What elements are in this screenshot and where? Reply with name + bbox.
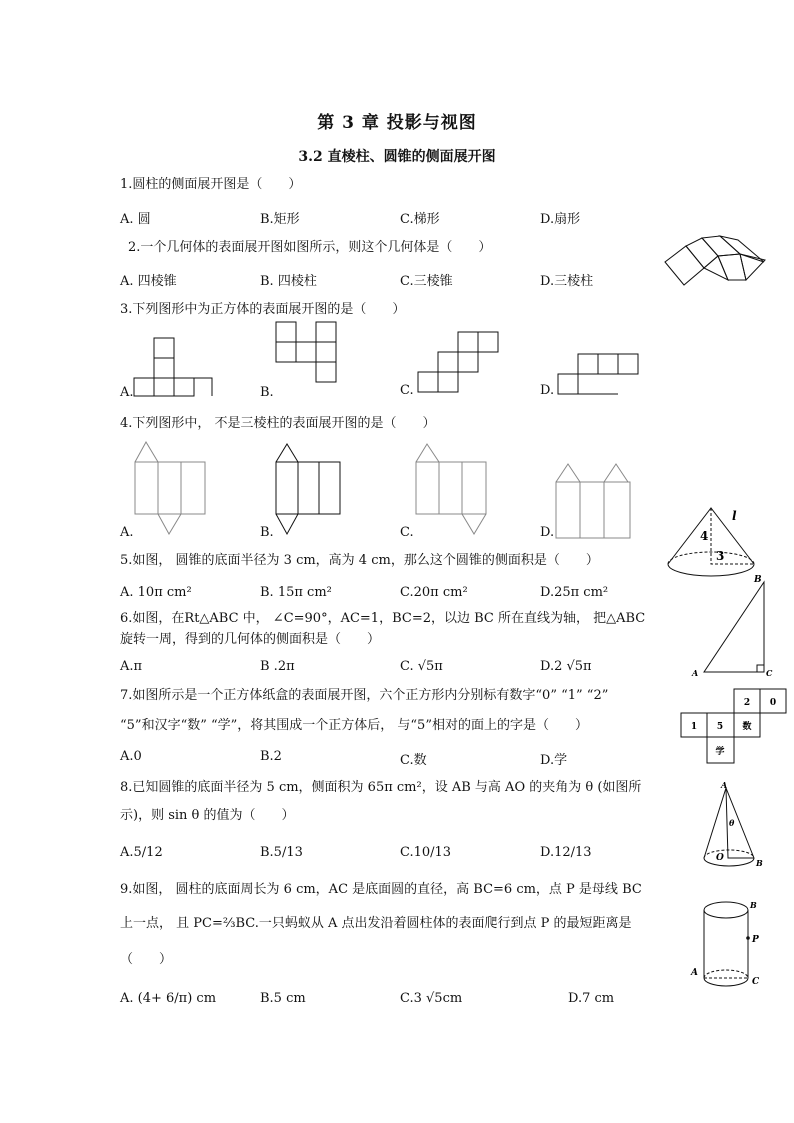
question-8-stem-line1: 8.已知圆锥的底面半径为 5 cm，侧面积为 65π cm²，设 AB 与高 AO 的夹角为 θ (如图所 [120,780,642,795]
q2-net-figure [660,236,770,292]
q7-option-a[interactable]: A.0 [120,749,142,764]
q8-option-d[interactable]: D.12/13 [540,845,592,860]
q4-net-d [554,462,634,540]
q6-triangle-figure [688,572,772,680]
q7-cell-xue: 学 [715,747,725,757]
q9-label-c: C [752,977,760,987]
question-6-stem-line2: 旋转一周，得到的几何体的侧面积是（ ） [120,632,381,647]
q9-label-b: B [750,900,757,910]
q6-label-b: B [754,575,762,585]
question-6-stem-line1: 6.如图，在Rt△ABC 中， ∠C=90°，AC=1，BC=2，以边 BC 所在直线为轴， 把△ABC [120,611,646,626]
q9-label-p: P [752,935,759,945]
q1-option-b[interactable]: B.矩形 [260,212,300,227]
question-3-stem: 3.下列图形中为正方体的表面展开图的是（ ） [120,302,406,317]
q4-net-b [274,442,344,538]
q6-option-c[interactable]: C. √5π [400,659,443,674]
q4-option-d[interactable]: D. [540,525,555,540]
q7-option-c[interactable]: C.数 [400,753,427,768]
q5-option-b[interactable]: B. 15π cm² [260,585,332,600]
q3-option-a[interactable]: A. [120,385,134,400]
q1-option-a[interactable]: A. 圆 [120,212,151,227]
question-7-stem-line2: “5”和汉字“数” “学”，将其围成一个正方体后， 与“5”相对的面上的字是（ ） [120,718,588,733]
q6-option-a[interactable]: A.π [120,659,143,674]
question-9-stem-line1: 9.如图， 圆柱的底面周长为 6 cm，AC 是底面圆的直径，高 BC=6 cm，点 P 是母线 BC [120,882,642,897]
q3-net-b [274,320,344,384]
q7-cell-shu: 数 [742,722,752,732]
q3-net-a [132,336,222,400]
q4-option-c[interactable]: C. [400,525,414,540]
q8-option-b[interactable]: B.5/13 [260,845,303,860]
q7-cell-5: 5 [716,722,724,732]
q7-option-b[interactable]: B.2 [260,749,282,764]
q6-label-c: C [766,668,773,678]
question-7-stem-line1: 7.如图所示是一个正方体纸盒的表面展开图，六个正方形内分别标有数字“0” “1” “2” [120,688,609,703]
q7-option-d[interactable]: D.学 [540,753,568,768]
q8-label-o: O [716,853,724,863]
q9-option-b[interactable]: B.5 cm [260,991,306,1006]
q2-option-a[interactable]: A. 四棱锥 [120,274,177,289]
q7-cell-1: 1 [690,722,698,732]
q3-option-d[interactable]: D. [540,383,555,398]
q7-cube-net-figure [680,688,788,768]
q8-option-c[interactable]: C.10/13 [400,845,452,860]
question-5-stem: 5.如图， 圆锥的底面半径为 3 cm，高为 4 cm，那么这个圆锥的侧面积是（ ） [120,553,599,568]
q2-option-c[interactable]: C.三棱锥 [400,274,453,289]
q3-net-c [416,330,506,396]
q4-net-c [414,442,490,538]
q6-label-a: A [692,668,699,678]
q9-label-a: A [691,968,698,978]
q5-label-radius: 3 [716,549,725,563]
q4-net-a [134,440,210,538]
q9-option-d[interactable]: D.7 cm [568,991,615,1006]
q9-option-a[interactable]: A. (4+ 6/π) cm [120,991,217,1006]
q3-option-c[interactable]: C. [400,383,414,398]
q4-option-b[interactable]: B. [260,525,274,540]
q4-option-a[interactable]: A. [120,525,134,540]
q7-cell-0: 0 [769,698,777,708]
q2-option-b[interactable]: B. 四棱柱 [260,274,317,289]
question-4-stem: 4.下列图形中， 不是三棱柱的表面展开图的是（ ） [120,416,436,431]
question-9-stem-line3: （ ） [120,952,173,967]
q5-option-a[interactable]: A. 10π cm² [120,585,192,600]
q3-option-b[interactable]: B. [260,385,274,400]
question-1-stem: 1.圆柱的侧面展开图是（ ） [120,177,302,192]
question-8-stem-line2: 示)，则 sin θ 的值为（ ） [120,808,295,823]
q8-label-theta: θ [729,818,735,828]
section-title: 3.2 直棱柱、圆锥的侧面展开图 [298,149,496,165]
q9-cylinder-figure [688,896,774,996]
q8-cone-figure [696,778,772,874]
q6-option-d[interactable]: D.2 √5π [540,659,592,674]
question-9-stem-line2: 上一点， 且 PC=⅔BC.一只蚂蚁从 A 点出发沿着圆柱体的表面爬行到点 P 的最短距离是 [120,916,632,931]
chapter-title: 第 3 章 投影与视图 [317,113,477,133]
q8-label-b: B [756,858,763,868]
q5-option-c[interactable]: C.20π cm² [400,585,468,600]
q5-label-height: 4 [700,529,709,543]
question-2-stem: 2.一个几何体的表面展开图如图所示，则这个几何体是（ ） [128,240,492,255]
q1-option-d[interactable]: D.扇形 [540,212,581,227]
q1-option-c[interactable]: C.梯形 [400,212,440,227]
q5-option-d[interactable]: D.25π cm² [540,585,609,600]
q7-cell-2: 2 [743,698,751,708]
q6-option-b[interactable]: B .2π [260,659,295,674]
q2-option-d[interactable]: D.三棱柱 [540,274,594,289]
q9-option-c[interactable]: C.3 √5cm [400,991,463,1006]
q3-net-d [556,352,642,398]
q5-label-slant: l [732,509,737,523]
q8-option-a[interactable]: A.5/12 [120,845,163,860]
q8-label-a: A [721,780,728,790]
